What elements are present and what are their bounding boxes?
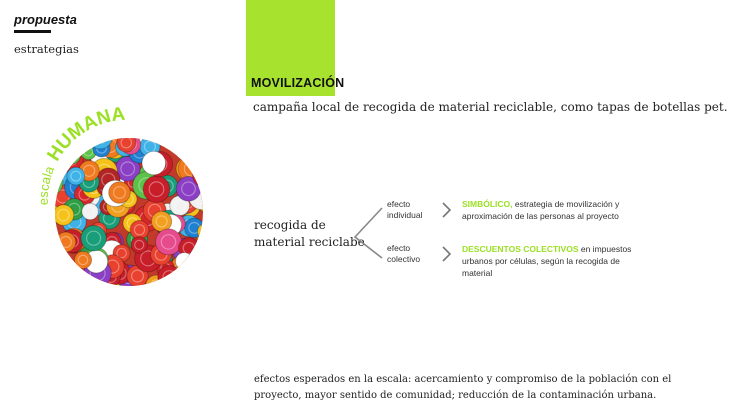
effect-label-line: efecto bbox=[387, 243, 411, 253]
bottle-cap-ridge bbox=[151, 280, 163, 286]
bottle-cap bbox=[158, 266, 181, 287]
bottle-cap-ridge bbox=[55, 282, 67, 286]
bottle-cap-ridge bbox=[199, 167, 203, 182]
effect-description-individual bbox=[462, 198, 662, 222]
bottle-cap-ridge bbox=[201, 227, 203, 236]
bottle-cap-ridge bbox=[194, 140, 203, 152]
subject-line-1: recogida de bbox=[254, 218, 326, 232]
effect-highlight: DESCUENTOS COLECTIVOS bbox=[462, 244, 579, 254]
bottle-cap bbox=[167, 282, 184, 286]
bottle-cap-ridge bbox=[201, 227, 203, 239]
effect-label-line: efecto bbox=[387, 199, 411, 209]
effect-label-individual bbox=[387, 199, 422, 221]
effect-label-line: colectivo bbox=[387, 254, 421, 264]
brand-underline bbox=[14, 30, 51, 33]
bottle-cap-ridge bbox=[171, 271, 181, 281]
bottle-cap bbox=[55, 277, 72, 286]
branch-lines bbox=[352, 205, 384, 261]
section-title: estrategias bbox=[14, 42, 79, 56]
bottle-cap bbox=[81, 226, 106, 251]
bottle-cap bbox=[199, 138, 203, 144]
bottle-cap bbox=[55, 243, 60, 261]
brand-title: propuesta bbox=[14, 12, 77, 27]
chevron-right-icon bbox=[441, 245, 453, 263]
movilizacion-title: MOVILIZACIÓN bbox=[251, 76, 345, 90]
subject-line-2: material reciclabe bbox=[254, 235, 365, 249]
bottle-cap-ridge bbox=[198, 268, 203, 280]
scale-label bbox=[28, 105, 168, 215]
effect-description-colectivo bbox=[462, 243, 652, 279]
bottle-cap-ridge bbox=[55, 247, 56, 257]
svg-text:escala HUMANA bbox=[36, 105, 127, 205]
bottle-cap bbox=[192, 138, 203, 143]
effect-text: estrategia de movilización y aproximación de las personas al proyecto bbox=[462, 199, 620, 221]
bottle-cap-ridge bbox=[169, 273, 184, 286]
scale-word: HUMANA bbox=[43, 105, 127, 166]
bottle-cap bbox=[55, 258, 59, 276]
bottle-cap-ridge bbox=[185, 141, 194, 150]
chevron-right-icon bbox=[441, 201, 453, 219]
effect-highlight: SIMBÓLICO, bbox=[462, 199, 513, 209]
bottle-cap-ridge bbox=[66, 271, 79, 284]
expected-effects-text: efectos esperados en la escala: acercamiento y compromiso de la población con el proyecto, mayor sentido de comunidad; reducción de la contaminación urbana. bbox=[254, 374, 672, 401]
effect-text: en impuestos urbanos por células, según la recogida de material bbox=[462, 244, 632, 278]
movilizacion-description: campaña local de recogida de material reciclable, como tapas de botellas pet. bbox=[253, 100, 728, 114]
bottle-cap bbox=[74, 251, 91, 268]
bottle-cap-ridge bbox=[55, 277, 62, 286]
bottle-cap bbox=[189, 138, 203, 158]
effect-label-line: individual bbox=[387, 210, 423, 220]
scale-prefix: escala bbox=[35, 164, 58, 206]
bottle-cap-ridge bbox=[199, 247, 203, 261]
bottle-cap bbox=[55, 273, 66, 286]
bottle-cap bbox=[61, 266, 85, 286]
bottle-cap bbox=[182, 138, 199, 154]
bottle-cap-ridge bbox=[196, 165, 203, 175]
bottle-cap bbox=[156, 229, 182, 255]
bottle-cap bbox=[131, 237, 147, 253]
bottle-cap bbox=[193, 263, 203, 285]
diagram-subject bbox=[254, 217, 365, 251]
effect-label-colectivo bbox=[387, 243, 420, 265]
bottle-cap bbox=[176, 177, 201, 202]
bottle-cap bbox=[56, 232, 76, 252]
bottle-cap bbox=[176, 253, 193, 270]
